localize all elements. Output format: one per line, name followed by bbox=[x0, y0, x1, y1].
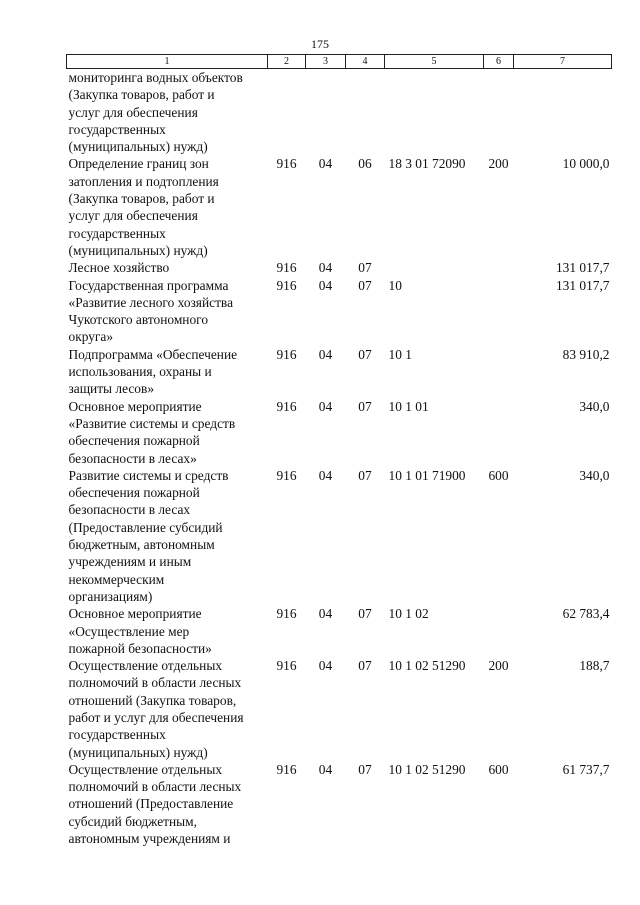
section-cell: 04 bbox=[318, 346, 333, 362]
item-name-line: мониторинга водных объектов bbox=[68, 70, 243, 85]
item-name-line: Основное мероприятие bbox=[68, 606, 202, 622]
expense-type-cell bbox=[484, 259, 514, 276]
item-name-cell bbox=[67, 69, 268, 156]
table-row bbox=[67, 761, 612, 847]
amount-cell: 131 017,7 bbox=[555, 277, 610, 293]
ministry-code-cell bbox=[268, 69, 306, 156]
item-name-line: Лесное хозяйство bbox=[68, 260, 170, 276]
amount-cell: 83 910,2 bbox=[562, 346, 610, 362]
target-article-cell: 10 1 bbox=[388, 346, 412, 362]
table-row bbox=[67, 346, 612, 398]
subsection-cell bbox=[346, 69, 385, 156]
item-name-line: (муниципальных) нужд) bbox=[68, 744, 208, 760]
item-name-line: бюджетным, автономным bbox=[68, 537, 215, 553]
subsection-cell: 06 bbox=[358, 156, 372, 172]
ministry-code-cell: 916 bbox=[276, 467, 297, 483]
item-name-line: обеспечения пожарной bbox=[68, 433, 200, 449]
table-row bbox=[67, 467, 612, 605]
subsection-cell: 07 bbox=[358, 277, 372, 293]
expense-type-cell: 200 bbox=[488, 658, 509, 674]
amount-cell: 340,0 bbox=[579, 467, 610, 483]
item-name-line: Определение границ зон bbox=[68, 156, 209, 172]
item-name-line: Основное мероприятие bbox=[68, 398, 202, 414]
section-cell: 04 bbox=[318, 467, 333, 483]
item-name-line: субсидий бюджетным, bbox=[68, 813, 198, 829]
item-name-line: работ и услуг для обеспечения bbox=[68, 709, 244, 725]
target-article-cell: 10 1 02 bbox=[388, 606, 429, 622]
item-name-line: обеспечения пожарной bbox=[68, 485, 200, 501]
table-row bbox=[67, 605, 612, 657]
ministry-code-cell: 916 bbox=[276, 761, 297, 777]
item-name-line: Подпрограмма «Обеспечение bbox=[68, 346, 238, 362]
item-name-cell bbox=[67, 277, 268, 346]
section-cell: 04 bbox=[318, 277, 333, 293]
item-name-cell bbox=[67, 605, 268, 657]
item-name-line: Государственная программа bbox=[68, 277, 229, 293]
item-name-cell bbox=[67, 761, 268, 847]
ministry-code-cell: 916 bbox=[276, 658, 297, 674]
expense-type-cell: 600 bbox=[488, 467, 509, 483]
column-header-7: 7 bbox=[514, 55, 612, 69]
item-name-line: организациям) bbox=[68, 588, 153, 604]
subsection-cell: 07 bbox=[358, 346, 372, 362]
table-row bbox=[67, 657, 612, 761]
target-article-cell: 10 1 01 bbox=[388, 398, 429, 414]
item-name-line: «Осуществление мер bbox=[68, 623, 190, 639]
item-name-line: защиты лесов» bbox=[68, 381, 155, 397]
target-article-cell bbox=[385, 69, 484, 156]
item-name-line: некоммерческим bbox=[68, 571, 165, 587]
expense-type-cell bbox=[484, 605, 514, 657]
column-header-3: 3 bbox=[306, 55, 346, 69]
ministry-code-cell: 916 bbox=[276, 606, 297, 622]
column-header-5: 5 bbox=[385, 55, 484, 69]
target-article-cell: 18 3 01 72090 bbox=[388, 156, 466, 172]
expense-type-cell bbox=[484, 69, 514, 156]
item-name-line: (Закупка товаров, работ и bbox=[68, 191, 215, 207]
table-row bbox=[67, 69, 612, 156]
item-name-cell bbox=[67, 467, 268, 605]
amount-cell: 131 017,7 bbox=[555, 260, 610, 276]
subsection-cell: 07 bbox=[358, 467, 372, 483]
target-article-cell: 10 1 02 51290 bbox=[388, 761, 466, 777]
expense-type-cell bbox=[484, 398, 514, 467]
section-cell: 04 bbox=[318, 156, 333, 172]
item-name-line: отношений (Закупка товаров, bbox=[68, 692, 237, 708]
item-name-line: использования, охраны и bbox=[68, 364, 212, 380]
amount-cell: 188,7 bbox=[579, 658, 610, 674]
amount-cell: 61 737,7 bbox=[562, 761, 610, 777]
target-article-cell: 10 1 01 71900 bbox=[388, 467, 466, 483]
item-name-cell bbox=[67, 346, 268, 398]
amount-cell: 10 000,0 bbox=[562, 156, 610, 172]
item-name-line: Чукотского автономного bbox=[68, 312, 209, 328]
table-body bbox=[67, 69, 612, 848]
table-row bbox=[67, 398, 612, 467]
item-name-line: автономным учреждениям и bbox=[68, 831, 231, 847]
item-name-cell bbox=[67, 398, 268, 467]
subsection-cell: 07 bbox=[358, 658, 372, 674]
target-article-cell bbox=[385, 259, 484, 276]
section-cell: 04 bbox=[318, 398, 333, 414]
item-name-line: (муниципальных) нужд) bbox=[68, 242, 208, 258]
expense-type-cell: 200 bbox=[488, 156, 509, 172]
item-name-line: отношений (Предоставление bbox=[68, 796, 234, 812]
item-name-line: (Закупка товаров, работ и bbox=[68, 87, 215, 103]
subsection-cell: 07 bbox=[358, 260, 372, 276]
item-name-line: государственных bbox=[68, 121, 166, 137]
subsection-cell: 07 bbox=[358, 398, 372, 414]
item-name-line: (муниципальных) нужд) bbox=[68, 139, 208, 155]
table-row bbox=[67, 259, 612, 276]
item-name-line: пожарной безопасности» bbox=[68, 640, 212, 656]
item-name-line: государственных bbox=[68, 225, 166, 241]
ministry-code-cell: 916 bbox=[276, 398, 297, 414]
item-name-cell bbox=[67, 259, 268, 276]
amount-cell: 62 783,4 bbox=[562, 606, 610, 622]
item-name-line: безопасности в лесах bbox=[68, 502, 191, 518]
item-name-line: государственных bbox=[68, 727, 166, 743]
item-name-line: услуг для обеспечения bbox=[68, 208, 198, 224]
column-header-1: 1 bbox=[67, 55, 268, 69]
table-row bbox=[67, 155, 612, 259]
item-name-line: (Предоставление субсидий bbox=[68, 519, 223, 535]
target-article-cell: 10 1 02 51290 bbox=[388, 658, 466, 674]
section-cell: 04 bbox=[318, 606, 333, 622]
amount-cell bbox=[514, 69, 612, 156]
table-header-row bbox=[67, 55, 612, 69]
expense-type-cell bbox=[484, 277, 514, 346]
item-name-line: учреждениям и иным bbox=[68, 554, 192, 570]
item-name-line: округа» bbox=[68, 329, 114, 345]
item-name-cell bbox=[67, 657, 268, 761]
column-header-6: 6 bbox=[484, 55, 514, 69]
item-name-line: затопления и подтопления bbox=[68, 173, 219, 189]
subsection-cell: 07 bbox=[358, 761, 372, 777]
section-cell bbox=[306, 69, 346, 156]
column-header-4: 4 bbox=[346, 55, 385, 69]
table-row bbox=[67, 277, 612, 346]
ministry-code-cell: 916 bbox=[276, 346, 297, 362]
ministry-code-cell: 916 bbox=[276, 156, 297, 172]
amount-cell: 340,0 bbox=[579, 398, 610, 414]
expense-type-cell: 600 bbox=[488, 761, 509, 777]
item-name-line: «Развитие системы и средств bbox=[68, 415, 236, 431]
section-cell: 04 bbox=[318, 260, 333, 276]
item-name-cell bbox=[67, 155, 268, 259]
page-number: 175 bbox=[311, 37, 329, 51]
item-name-line: безопасности в лесах» bbox=[68, 450, 197, 466]
item-name-line: Осуществление отдельных bbox=[68, 658, 223, 674]
target-article-cell: 10 bbox=[388, 277, 402, 293]
section-cell: 04 bbox=[318, 658, 333, 674]
ministry-code-cell: 916 bbox=[276, 260, 297, 276]
item-name-line: «Развитие лесного хозяйства bbox=[68, 294, 234, 310]
budget-table bbox=[66, 54, 612, 847]
subsection-cell: 07 bbox=[358, 606, 372, 622]
expense-type-cell bbox=[484, 346, 514, 398]
item-name-line: услуг для обеспечения bbox=[68, 104, 198, 120]
item-name-line: Развитие системы и средств bbox=[68, 467, 229, 483]
item-name-line: полномочий в области лесных bbox=[68, 675, 242, 691]
column-header-2: 2 bbox=[268, 55, 306, 69]
item-name-line: полномочий в области лесных bbox=[68, 779, 242, 795]
section-cell: 04 bbox=[318, 761, 333, 777]
ministry-code-cell: 916 bbox=[276, 277, 297, 293]
item-name-line: Осуществление отдельных bbox=[68, 761, 223, 777]
